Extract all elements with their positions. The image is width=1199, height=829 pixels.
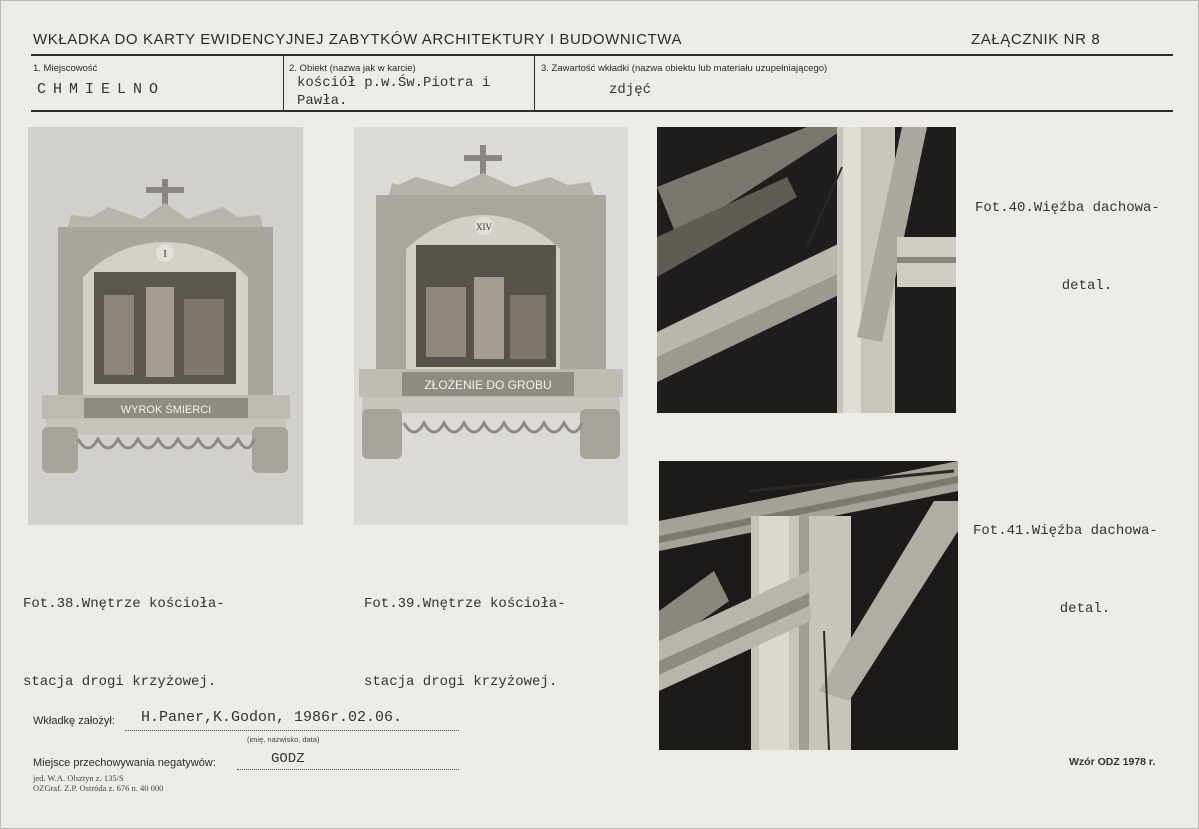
annex-number: ZAŁĄCZNIK NR 8 [971, 31, 1101, 48]
caption-41 [973, 466, 1197, 674]
field-divider-1 [283, 56, 284, 110]
photo-40 [657, 127, 956, 413]
negatives-label: Miejsce przechowywania negatywów: [33, 757, 216, 769]
author-hint: (imię, nazwisko, data) [247, 735, 320, 744]
caption-40-line1: Fot.40.Więźba dachowa- [975, 200, 1160, 216]
negatives-value: GODZ [271, 751, 305, 767]
header-rule [31, 54, 1173, 56]
fields-rule [31, 110, 1173, 112]
locality-label: 1. Miejscowość [33, 63, 98, 74]
photo-39-image [354, 127, 628, 525]
photo-40-image [657, 127, 956, 413]
author-dotline [125, 730, 459, 731]
print-info [33, 773, 163, 793]
print-line-2: OZGraf. Z.P. Ostróda z. 676 n. 40 000 [33, 783, 164, 793]
print-line-1: jed. W.A. Olsztyn z. 135/S [33, 773, 124, 783]
object-label: 2. Obiekt (nazwa jak w karcie) [289, 63, 416, 74]
caption-39-line2: stacja drogi krzyżowej. [364, 674, 558, 690]
caption-39-line1: Fot.39.Wnętrze kościoła- [364, 596, 566, 612]
photo-38 [28, 127, 303, 525]
caption-40 [975, 143, 1199, 351]
author-label: Wkładkę założył: [33, 715, 115, 727]
roman-numeral: I [163, 249, 167, 260]
card-title: WKŁADKA DO KARTY EWIDENCYJNEJ ZABYTKÓW ARCHITEKTURY I BUDOWNICTWA [33, 31, 683, 48]
caption-41-line1: Fot.41.Więźba dachowa- [973, 523, 1158, 539]
contents-value: zdjęć [609, 82, 652, 98]
author-value: H.Paner,K.Godon, 1986r.02.06. [141, 709, 403, 726]
roman-numeral: XIV [476, 222, 492, 232]
negatives-dotline [237, 769, 459, 770]
field-divider-2 [534, 56, 535, 110]
caption-41-line2: detal. [1059, 601, 1111, 617]
caption-38-line1: Fot.38.Wnętrze kościoła- [23, 596, 225, 612]
plaque-39: ZŁOŻENIE DO GROBU [424, 378, 552, 392]
caption-40-line2: detal. [1061, 278, 1113, 294]
contents-label: 3. Zawartość wkładki (nazwa obiektu lub materiału uzupełniającego) [541, 63, 828, 74]
locality-value: CHMIELNO [37, 81, 166, 98]
photo-41-image [659, 461, 958, 750]
photo-41 [659, 461, 958, 750]
plaque-38: WYROK ŚMIERCI [120, 404, 212, 416]
object-value: kościół p.w.Św.Piotra i Pawła. [297, 75, 491, 109]
photo-39 [354, 127, 628, 525]
form-id: Wzór ODZ 1978 r. [1069, 756, 1156, 768]
photo-38-image [28, 127, 303, 525]
caption-38-line2: stacja drogi krzyżowej. [23, 674, 217, 690]
